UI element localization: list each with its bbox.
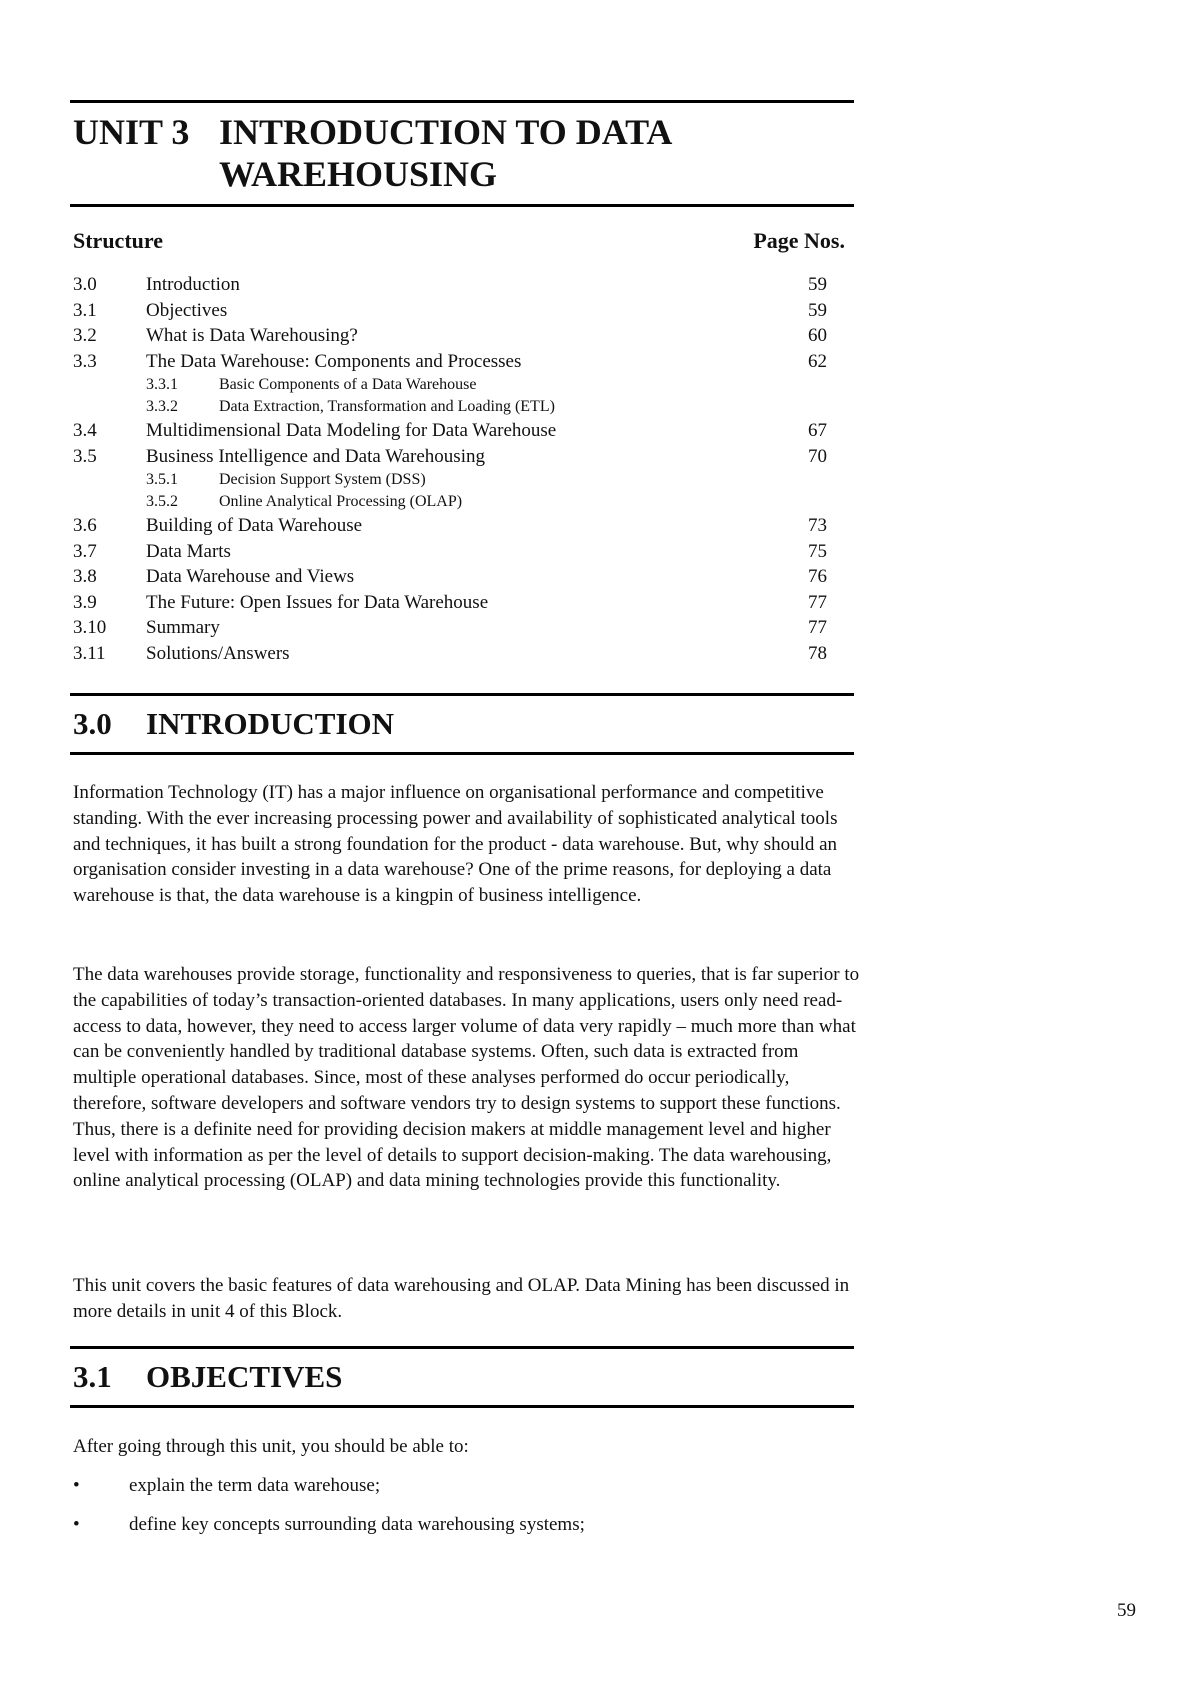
structure-header <box>73 227 845 255</box>
toc-page: 76 <box>808 566 827 587</box>
toc-number: 3.9 <box>73 591 97 613</box>
toc-page: 70 <box>808 445 827 467</box>
list-item <box>73 1512 853 1551</box>
intro-title: INTRODUCTION <box>146 706 395 741</box>
list-item-text: define key concepts surrounding data warehousing systems; <box>129 1514 585 1535</box>
toc-row <box>73 513 845 539</box>
toc-title: The Data Warehouse: Components and Processes <box>146 350 522 372</box>
toc-number: 3.0 <box>73 274 97 295</box>
toc-row <box>73 444 845 470</box>
unit-title-line1: INTRODUCTION TO DATA <box>219 112 673 152</box>
unit-number: UNIT 3 <box>73 112 190 152</box>
bullet-icon: • <box>73 1514 80 1535</box>
intro-heading <box>73 704 394 744</box>
toc-row <box>73 590 845 616</box>
toc-number: 3.11 <box>73 642 106 664</box>
toc-title: Solutions/Answers <box>146 642 290 664</box>
intro-top-rule <box>70 693 854 696</box>
list-item <box>73 1473 853 1512</box>
toc-title: Business Intelligence and Data Warehousing <box>146 445 485 467</box>
page-nos-label: Page Nos. <box>753 228 845 253</box>
toc-row <box>73 418 845 444</box>
toc-row <box>73 349 845 375</box>
toc-sub-number: 3.5.1 <box>146 471 178 488</box>
toc-sub-number: 3.5.2 <box>146 493 178 510</box>
toc-number: 3.4 <box>73 420 97 441</box>
intro-number: 3.0 <box>73 706 112 741</box>
toc-page: 59 <box>808 299 827 321</box>
intro-bottom-rule <box>70 752 854 755</box>
toc-page: 60 <box>808 325 827 346</box>
toc-row <box>73 298 845 324</box>
toc-page: 77 <box>808 591 827 613</box>
toc-number: 3.7 <box>73 540 97 562</box>
objectives-lead: After going through this unit, you should be able to: <box>73 1436 469 1457</box>
toc-sub-title: Basic Components of a Data Warehouse <box>219 376 477 393</box>
list-item-text: explain the term data warehouse; <box>129 1475 381 1496</box>
objectives-number: 3.1 <box>73 1359 112 1394</box>
structure-label: Structure <box>73 228 164 253</box>
toc-sub-title: Data Extraction, Transformation and Loading (ETL) <box>219 398 555 415</box>
toc-subrow <box>73 491 845 513</box>
toc-subrow <box>73 396 845 418</box>
toc-number: 3.1 <box>73 299 97 321</box>
page-number: 59 <box>1117 1600 1136 1621</box>
toc-title: Summary <box>146 617 220 638</box>
toc-row <box>73 564 845 590</box>
toc-page: 78 <box>808 642 827 664</box>
top-rule <box>70 100 854 103</box>
title-bottom-rule <box>70 204 854 207</box>
toc-title: The Future: Open Issues for Data Warehouse <box>146 591 489 613</box>
toc-sub-number: 3.3.1 <box>146 376 178 393</box>
toc-number: 3.10 <box>73 617 107 638</box>
toc-page: 77 <box>808 617 827 638</box>
toc-page: 67 <box>808 420 827 441</box>
unit-title <box>73 111 672 195</box>
toc-title: Introduction <box>146 274 240 295</box>
toc-page: 75 <box>808 540 827 562</box>
objectives-heading <box>73 1357 342 1397</box>
objectives-top-rule <box>70 1346 854 1349</box>
toc-row <box>73 539 845 565</box>
toc-number: 3.6 <box>73 515 97 536</box>
toc-sub-number: 3.3.2 <box>146 398 178 415</box>
toc-number: 3.8 <box>73 566 97 587</box>
bullet-icon: • <box>73 1475 80 1496</box>
toc-title: Multidimensional Data Modeling for Data Warehouse <box>146 420 557 441</box>
toc-subrow <box>73 374 845 396</box>
toc-title: Building of Data Warehouse <box>146 515 363 536</box>
toc-row <box>73 323 845 349</box>
toc-title: Objectives <box>146 299 228 321</box>
toc-subrow <box>73 469 845 491</box>
toc-page: 59 <box>808 274 827 295</box>
table-of-contents <box>73 272 845 666</box>
toc-number: 3.3 <box>73 350 97 372</box>
toc-sub-title: Online Analytical Processing (OLAP) <box>219 493 463 510</box>
toc-sub-title: Decision Support System (DSS) <box>219 471 426 488</box>
toc-row <box>73 615 845 641</box>
unit-title-line2: WAREHOUSING <box>219 154 498 194</box>
intro-paragraph-2: The data warehouses provide storage, functionality and responsiveness to queries, that is far superior to the capabilities of today’s transaction-oriented databases. In many applications, users only need read-access to data, however, they need to access larger volume of data very rapidly – much more than what can be conveniently handled by traditional database systems. Often, such data is extracted from multiple operational databases. Since, most of these analyses performed do occur periodically, therefore, software developers and software vendors try to design systems to support these functions. Thus, there is a definite need for providing decision makers at middle management level and higher level with information as per the level of details to support decision-making. The data warehousing, online analytical processing (OLAP) and data mining technologies provide this functionality. <box>73 964 860 1192</box>
toc-page: 62 <box>808 350 827 372</box>
objectives-bottom-rule <box>70 1405 854 1408</box>
objectives-title: OBJECTIVES <box>146 1359 343 1394</box>
toc-page: 73 <box>808 515 827 536</box>
toc-title: Data Warehouse and Views <box>146 566 355 587</box>
toc-row <box>73 272 845 298</box>
objectives-list <box>73 1473 853 1551</box>
toc-title: Data Marts <box>146 540 231 562</box>
intro-paragraph-3: This unit covers the basic features of data warehousing and OLAP. Data Mining has been discussed in more details in unit 4 of this Block. <box>73 1275 850 1322</box>
toc-number: 3.5 <box>73 445 97 467</box>
toc-number: 3.2 <box>73 325 97 346</box>
toc-row <box>73 641 845 667</box>
toc-title: What is Data Warehousing? <box>146 325 358 346</box>
intro-paragraph-1: Information Technology (IT) has a major influence on organisational performance and competitive standing. With the ever increasing processing power and availability of sophisticated analytical tools and techniques, it has built a strong foundation for the product - data warehouse. But, why should an organisation consider investing in a data warehouse? One of the prime reasons, for deploying a data warehouse is that, the data warehouse is a kingpin of business intelligence. <box>73 782 838 907</box>
